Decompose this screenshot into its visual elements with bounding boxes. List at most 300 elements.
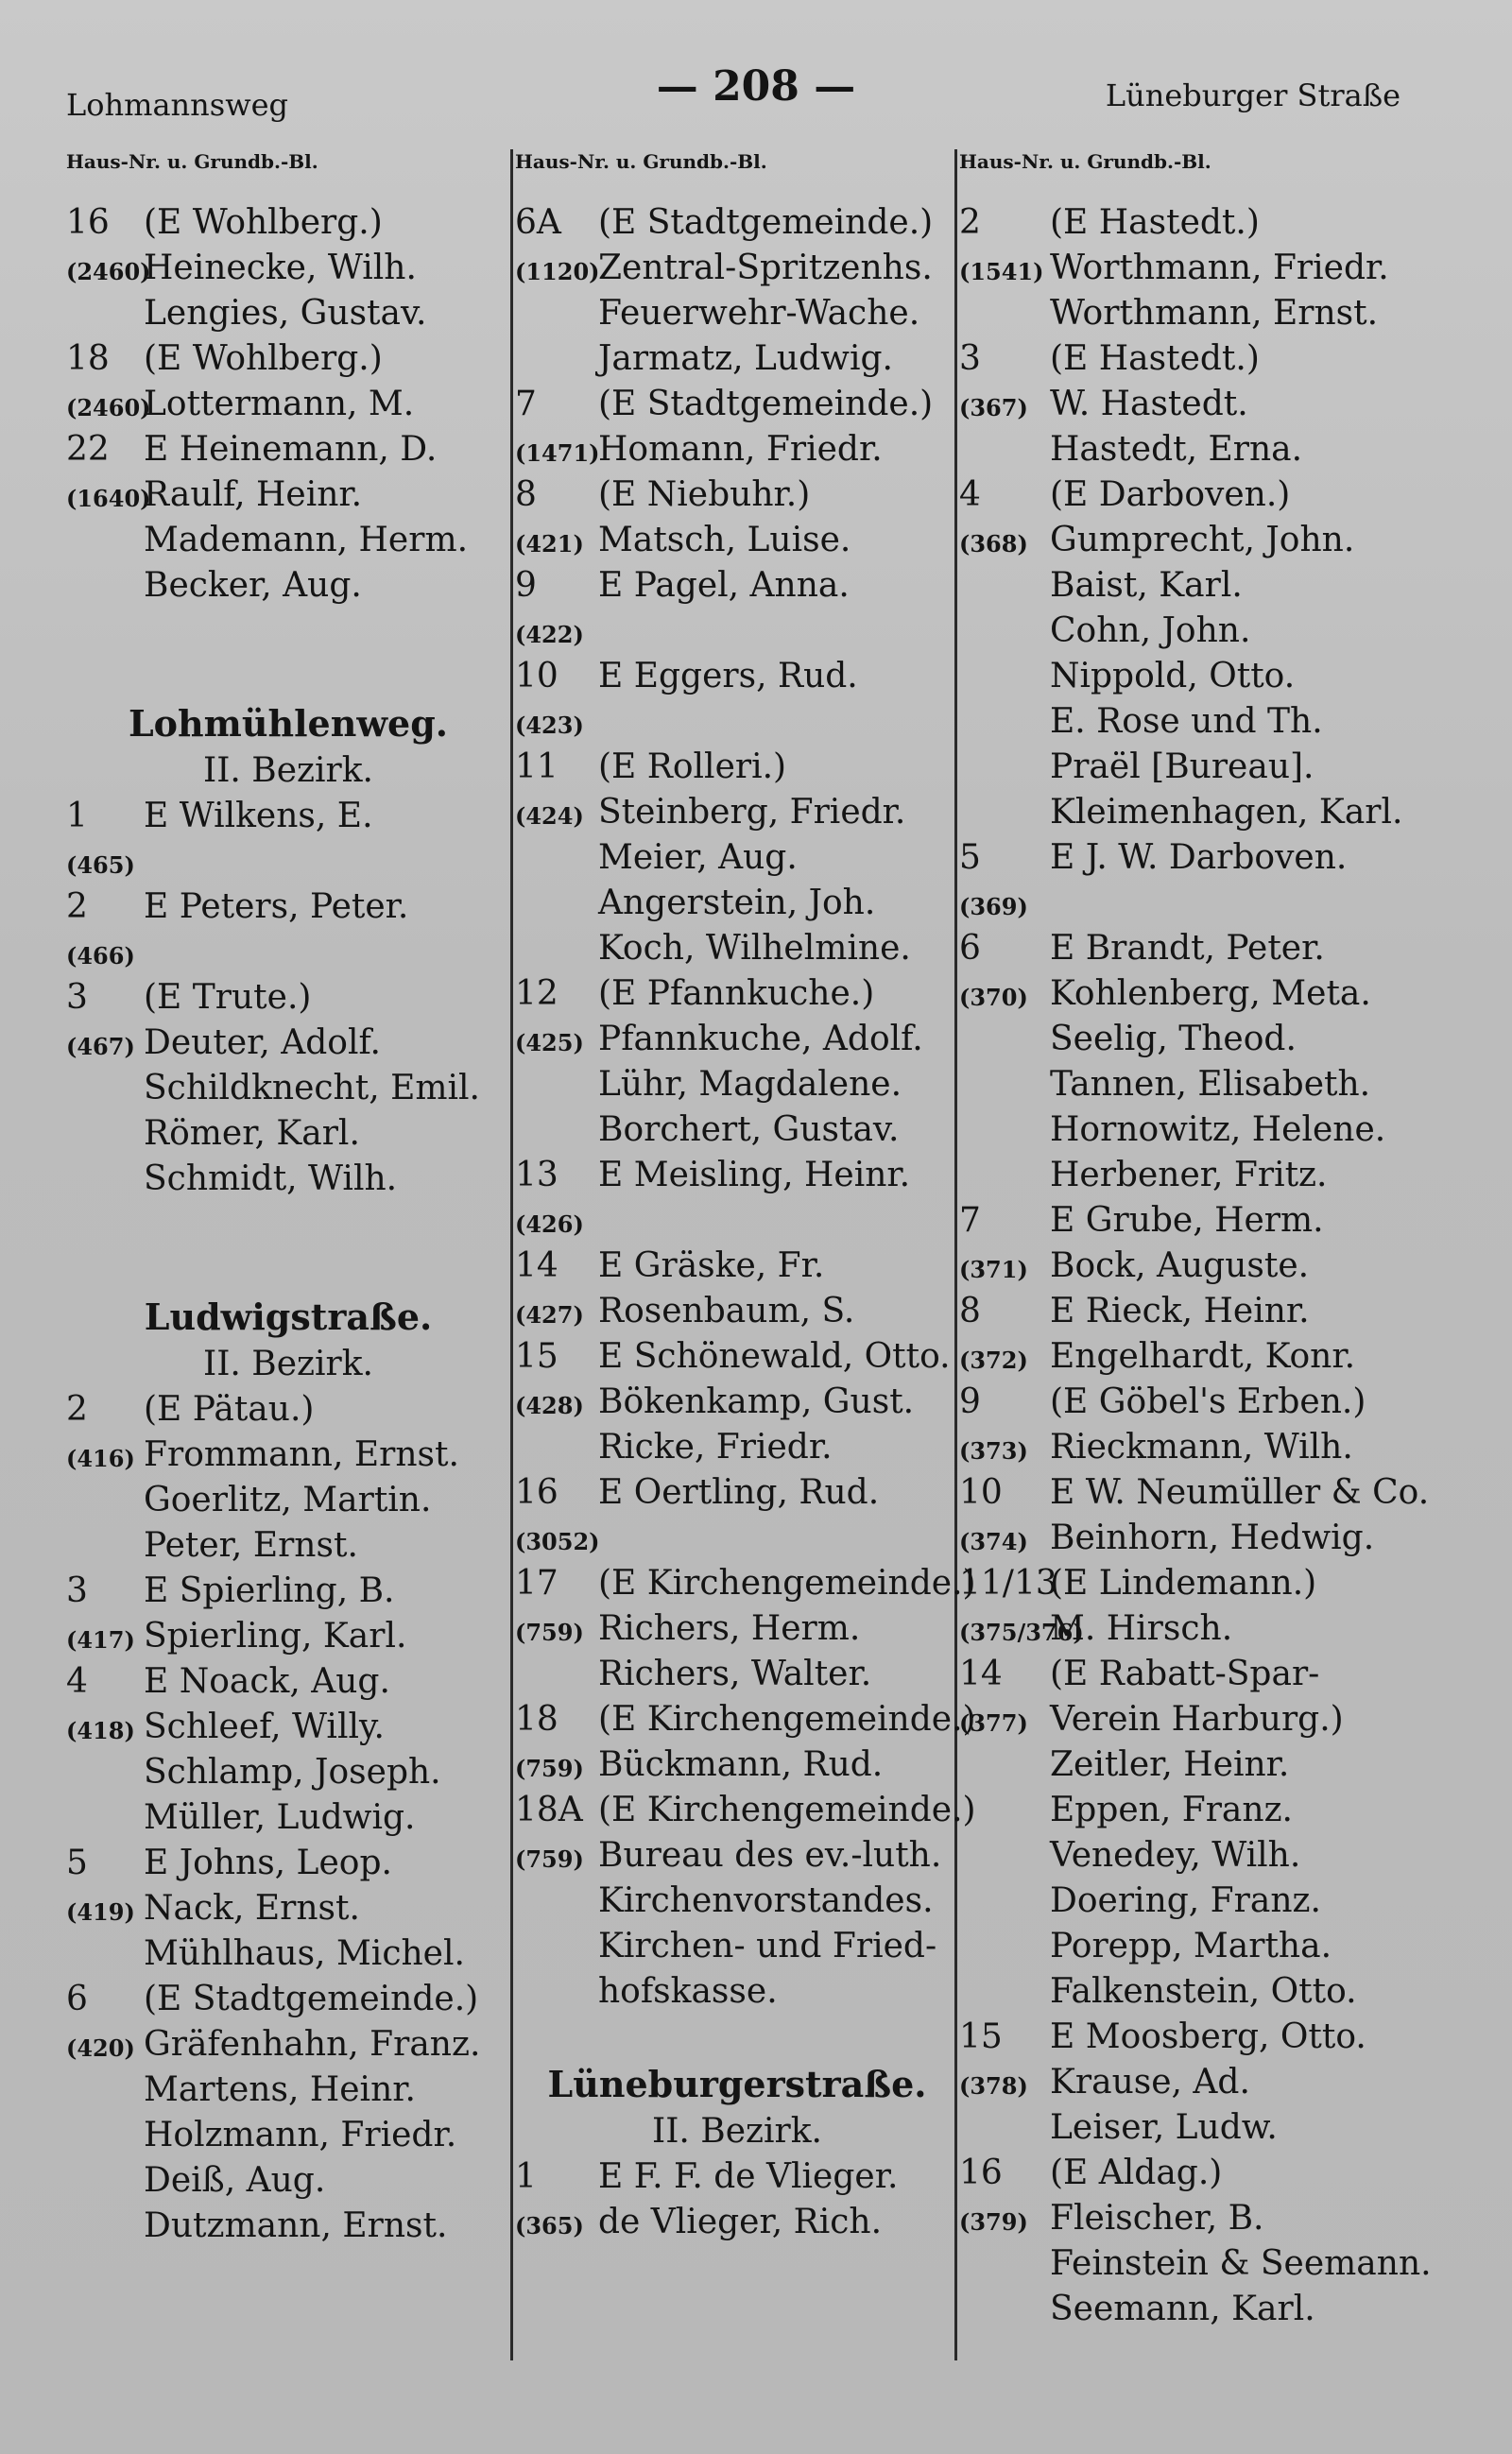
directory-entry xyxy=(66,1433,510,1478)
grundbuch-number: (379) xyxy=(959,2208,1028,2236)
directory-entry xyxy=(959,1516,1436,1561)
street-title: Lüneburgerstraße. xyxy=(547,2063,927,2105)
directory-entry xyxy=(515,1606,959,1652)
grundbuch-number: (419) xyxy=(66,1898,135,1926)
directory-entry xyxy=(66,1977,510,2022)
directory-entry xyxy=(66,518,510,563)
resident-text: E Wilkens, E. xyxy=(144,797,373,835)
directory-entry xyxy=(515,291,959,336)
directory-entry xyxy=(515,472,959,518)
resident-text: E Oertling, Rud. xyxy=(598,1473,880,1512)
resident-text: Krause, Ad. xyxy=(1050,2063,1250,2102)
directory-entry xyxy=(959,1969,1436,2015)
resident-text: (E Pfannkuche.) xyxy=(598,974,875,1013)
house-number: 10 xyxy=(515,657,558,695)
resident-text: (E Stadtgemeinde.) xyxy=(144,1980,479,2018)
resident-text: E Heinemann, D. xyxy=(144,430,438,469)
grundbuch-number: (467) xyxy=(66,1033,135,1060)
directory-entry xyxy=(959,472,1436,518)
directory-entry xyxy=(959,1244,1436,1289)
resident-text: (E Stadtgemeinde.) xyxy=(598,385,934,423)
grundbuch-number: (370) xyxy=(959,984,1028,1011)
directory-entry xyxy=(66,1750,510,1795)
resident-text: Peter, Ernst. xyxy=(144,1526,358,1565)
directory-entry xyxy=(959,336,1436,382)
directory-entry xyxy=(66,1886,510,1931)
directory-entry xyxy=(959,1833,1436,1879)
resident-text: E F. F. de Vlieger. xyxy=(598,2157,899,2196)
directory-entry xyxy=(515,1924,959,1969)
column-2 xyxy=(515,150,976,2438)
resident-text: (E Kirchengemeinde.) xyxy=(598,1564,976,1603)
resident-text: Jarmatz, Ludwig. xyxy=(598,339,893,378)
column-divider xyxy=(510,149,513,2360)
grundbuch-number: (427) xyxy=(515,1301,584,1329)
resident-text: Porepp, Martha. xyxy=(1050,1927,1332,1965)
directory-entry xyxy=(959,654,1436,699)
directory-entry xyxy=(959,971,1436,1017)
directory-entry xyxy=(515,609,959,654)
directory-entry xyxy=(515,1652,959,1697)
district-label: II. Bezirk. xyxy=(202,751,374,790)
directory-entry xyxy=(66,2204,510,2249)
directory-entry xyxy=(515,382,959,427)
resident-text: Deiß, Aug. xyxy=(144,2161,326,2200)
directory-entry xyxy=(66,1478,510,1523)
grundbuch-number: (417) xyxy=(66,1626,135,1654)
house-number: 18A xyxy=(515,1791,583,1829)
resident-text: Becker, Aug. xyxy=(144,566,362,605)
resident-text: E Pagel, Anna. xyxy=(598,566,850,605)
resident-text: Raulf, Heinr. xyxy=(144,475,363,514)
resident-text: Schleef, Willy. xyxy=(144,1708,385,1746)
directory-entry xyxy=(959,427,1436,472)
grundbuch-number: (420) xyxy=(66,2034,135,2062)
resident-text: (E Hastedt.) xyxy=(1050,203,1260,242)
directory-entry xyxy=(66,884,510,930)
grundbuch-number: (466) xyxy=(66,942,135,970)
house-number: 4 xyxy=(959,475,981,514)
directory-entry xyxy=(515,699,959,745)
resident-text: (E Trute.) xyxy=(144,978,312,1017)
resident-text: Bökenkamp, Gust. xyxy=(598,1382,915,1421)
directory-entry xyxy=(959,1697,1436,1742)
resident-text: Schlamp, Joseph. xyxy=(144,1753,441,1792)
spacer xyxy=(66,1202,510,1293)
resident-text: Bureau des ev.-luth. xyxy=(598,1836,942,1875)
house-number: 18 xyxy=(515,1700,558,1739)
resident-text: Lengies, Gustav. xyxy=(144,294,427,333)
resident-text: Martens, Heinr. xyxy=(144,2070,416,2109)
house-number: 22 xyxy=(66,430,110,469)
column-1 xyxy=(66,151,510,2438)
directory-entry xyxy=(959,835,1436,881)
directory-entry xyxy=(959,246,1436,291)
grundbuch-number: (465) xyxy=(66,851,135,879)
directory-entry xyxy=(66,1705,510,1750)
resident-text: Falkenstein, Otto. xyxy=(1050,1972,1357,2011)
resident-text: Borchert, Gustav. xyxy=(598,1110,900,1149)
spacer xyxy=(66,609,510,699)
resident-text: Cohn, John. xyxy=(1050,611,1251,650)
grundbuch-number: (423) xyxy=(515,712,584,739)
resident-text: E Rieck, Heinr. xyxy=(1050,1292,1310,1330)
directory-entry xyxy=(959,1425,1436,1470)
directory-entry xyxy=(959,563,1436,609)
resident-text: Eppen, Franz. xyxy=(1050,1791,1293,1829)
resident-text: Doering, Franz. xyxy=(1050,1881,1321,1920)
resident-text: Seemann, Karl. xyxy=(1050,2290,1315,2328)
directory-entry xyxy=(959,1652,1436,1697)
resident-text: Feuerwehr-Wache. xyxy=(598,294,920,333)
resident-text: Hastedt, Erna. xyxy=(1050,430,1303,469)
grundbuch-number: (421) xyxy=(515,530,584,558)
house-number: 16 xyxy=(959,2154,1003,2192)
resident-text: Angerstein, Joh. xyxy=(598,884,876,922)
resident-text: Herbener, Fritz. xyxy=(1050,1156,1328,1194)
resident-text: Deuter, Adolf. xyxy=(144,1023,381,1062)
directory-entry xyxy=(959,1742,1436,1788)
resident-text: Müller, Ludwig. xyxy=(144,1798,416,1837)
house-number: 6A xyxy=(515,203,561,242)
grundbuch-number: (378) xyxy=(959,2072,1028,2100)
directory-entry xyxy=(515,1289,959,1334)
resident-text: (E Hastedt.) xyxy=(1050,339,1260,378)
header-right-street: Lüneburger Straße xyxy=(1105,77,1400,113)
directory-entry xyxy=(66,839,510,884)
resident-text: Dutzmann, Ernst. xyxy=(144,2206,448,2245)
directory-entry xyxy=(959,1380,1436,1425)
house-number: 6 xyxy=(959,929,981,968)
resident-text: E J. W. Darboven. xyxy=(1050,838,1348,877)
grundbuch-number: (365) xyxy=(515,2212,584,2239)
directory-entry xyxy=(515,1198,959,1244)
resident-text: Richers, Herm. xyxy=(598,1609,861,1648)
resident-text: (E Darboven.) xyxy=(1050,475,1291,514)
grundbuch-number: (2460) xyxy=(66,394,151,421)
resident-text: (E Göbel's Erben.) xyxy=(1050,1382,1366,1421)
resident-text: de Vlieger, Rich. xyxy=(598,2203,883,2241)
resident-text: Lottermann, M. xyxy=(144,385,415,423)
house-number: 1 xyxy=(515,2157,537,2196)
directory-entry xyxy=(66,200,510,246)
resident-text: Koch, Wilhelmine. xyxy=(598,929,911,968)
resident-text: Baist, Karl. xyxy=(1050,566,1243,605)
resident-text: Nack, Ernst. xyxy=(144,1889,360,1928)
directory-entry xyxy=(515,1017,959,1062)
grundbuch-number: (375/376) xyxy=(959,1619,1084,1646)
resident-text: Pfannkuche, Adolf. xyxy=(598,1020,923,1058)
directory-entry xyxy=(66,1111,510,1157)
directory-entry xyxy=(959,745,1436,790)
resident-text: E Gräske, Fr. xyxy=(598,1246,825,1285)
directory-entry xyxy=(515,200,959,246)
directory-entry xyxy=(66,291,510,336)
directory-entry xyxy=(959,2060,1436,2105)
house-number: 5 xyxy=(66,1844,88,1882)
directory-entry xyxy=(515,1969,959,2015)
directory-entry xyxy=(66,975,510,1021)
house-number: 7 xyxy=(959,1201,981,1240)
directory-entry xyxy=(515,1244,959,1289)
resident-text: E Schönewald, Otto. xyxy=(598,1337,951,1376)
resident-text: Bock, Auguste. xyxy=(1050,1246,1310,1285)
directory-entry xyxy=(959,926,1436,971)
directory-entry xyxy=(959,1788,1436,1833)
directory-entry xyxy=(959,200,1436,246)
resident-text: Bückmann, Rud. xyxy=(598,1745,884,1784)
house-number: 2 xyxy=(66,1390,88,1429)
directory-entry xyxy=(66,472,510,518)
resident-text: Kirchenvorstandes. xyxy=(598,1881,934,1920)
resident-text: (E Pätau.) xyxy=(144,1390,315,1429)
grundbuch-number: (367) xyxy=(959,394,1028,421)
column-head: Haus-Nr. u. Grundb.-Bl. xyxy=(959,150,1211,173)
grundbuch-number: (1120) xyxy=(515,258,600,285)
resident-text: Holzmann, Friedr. xyxy=(144,2116,457,2154)
directory-entry xyxy=(959,2105,1436,2151)
house-number: 8 xyxy=(959,1292,981,1330)
grundbuch-number: (759) xyxy=(515,1619,584,1646)
house-number: 8 xyxy=(515,475,537,514)
directory-entry xyxy=(66,1841,510,1886)
directory-entry xyxy=(515,971,959,1017)
grundbuch-number: (425) xyxy=(515,1029,584,1056)
resident-text: Richers, Walter. xyxy=(598,1655,872,1693)
directory-entry xyxy=(515,1516,959,1561)
directory-entry xyxy=(959,291,1436,336)
grundbuch-number: (426) xyxy=(515,1210,584,1238)
directory-entry xyxy=(959,2196,1436,2241)
directory-entry xyxy=(515,1788,976,1833)
directory-entry xyxy=(66,1659,510,1705)
resident-text: hofskasse. xyxy=(598,1972,778,2011)
resident-text: Seelig, Theod. xyxy=(1050,1020,1297,1058)
resident-text: (E Aldag.) xyxy=(1050,2154,1223,2192)
directory-entry xyxy=(959,1879,1436,1924)
directory-entry xyxy=(66,1614,510,1659)
resident-text: Schmidt, Wilh. xyxy=(144,1159,398,1198)
spacer xyxy=(515,2015,959,2060)
resident-text: Fleischer, B. xyxy=(1050,2199,1264,2238)
directory-entry xyxy=(515,518,959,563)
house-number: 7 xyxy=(515,385,537,423)
directory-entry xyxy=(66,1387,510,1433)
house-number: 13 xyxy=(515,1156,558,1194)
directory-entry xyxy=(515,1561,976,1606)
directory-entry xyxy=(515,881,959,926)
resident-text: E Brandt, Peter. xyxy=(1050,929,1325,968)
house-number: 5 xyxy=(959,838,981,877)
directory-entry xyxy=(515,835,959,881)
resident-text: E. Rose und Th. xyxy=(1050,702,1323,741)
resident-text: Kleimenhagen, Karl. xyxy=(1050,793,1403,832)
house-number: 3 xyxy=(66,1571,88,1610)
directory-entry xyxy=(515,790,959,835)
resident-text: Kohlenberg, Meta. xyxy=(1050,974,1371,1013)
house-number: 3 xyxy=(66,978,88,1017)
grundbuch-number: (1471) xyxy=(515,439,600,467)
district-label: II. Bezirk. xyxy=(651,2112,823,2151)
directory-entry xyxy=(66,1569,510,1614)
directory-entry xyxy=(515,1697,976,1742)
resident-text: Heinecke, Wilh. xyxy=(144,249,417,287)
resident-text: Matsch, Luise. xyxy=(598,521,851,559)
directory-entry xyxy=(959,2015,1436,2060)
house-number: 15 xyxy=(515,1337,558,1376)
grundbuch-number: (2460) xyxy=(66,258,151,285)
resident-text: W. Hastedt. xyxy=(1050,385,1248,423)
directory-entry xyxy=(959,609,1436,654)
grundbuch-number: (372) xyxy=(959,1347,1028,1374)
grundbuch-number: (418) xyxy=(66,1717,135,1744)
house-number: 2 xyxy=(66,887,88,926)
resident-text: (E Niebuhr.) xyxy=(598,475,811,514)
resident-text: (E Rabatt-Spar- xyxy=(1050,1655,1320,1693)
directory-entry xyxy=(515,336,959,382)
directory-entry xyxy=(959,1606,1436,1652)
directory-entry xyxy=(959,2241,1436,2287)
resident-text: E Meisling, Heinr. xyxy=(598,1156,911,1194)
resident-text: (E Lindemann.) xyxy=(1050,1564,1317,1603)
resident-text: E Noack, Aug. xyxy=(144,1662,390,1701)
street-title: Ludwigstraße. xyxy=(144,1296,433,1338)
directory-entry xyxy=(959,1289,1436,1334)
directory-entry xyxy=(959,790,1436,835)
resident-text: Verein Harburg.) xyxy=(1050,1700,1344,1739)
grundbuch-number: (377) xyxy=(959,1709,1028,1737)
directory-entry xyxy=(66,246,510,291)
directory-entry xyxy=(66,1157,510,1202)
resident-text: (E Wohlberg.) xyxy=(144,203,383,242)
resident-text: (E Wohlberg.) xyxy=(144,339,383,378)
directory-entry xyxy=(515,926,959,971)
resident-text: Steinberg, Friedr. xyxy=(598,793,906,832)
resident-text: Beinhorn, Hedwig. xyxy=(1050,1519,1375,1557)
resident-text: Spierling, Karl. xyxy=(144,1617,407,1656)
resident-text: Homann, Friedr. xyxy=(598,430,883,469)
directory-entry xyxy=(66,2068,510,2113)
directory-entry xyxy=(515,2154,959,2200)
directory-entry xyxy=(959,2287,1436,2332)
house-number: 12 xyxy=(515,974,558,1013)
resident-text: Nippold, Otto. xyxy=(1050,657,1296,695)
resident-text: E Spierling, B. xyxy=(144,1571,395,1610)
directory-entry xyxy=(66,1523,510,1569)
directory-entry xyxy=(959,518,1436,563)
directory-entry xyxy=(66,1795,510,1841)
grundbuch-number: (3052) xyxy=(515,1528,600,1555)
directory-entry xyxy=(959,1107,1436,1153)
resident-text: Meier, Aug. xyxy=(598,838,798,877)
header-left-street: Lohmannsweg xyxy=(66,87,288,123)
resident-text: E Johns, Leop. xyxy=(144,1844,392,1882)
directory-entry xyxy=(515,1153,959,1198)
resident-text: E Grube, Herm. xyxy=(1050,1201,1324,1240)
district-label: II. Bezirk. xyxy=(202,1345,374,1383)
house-number: 15 xyxy=(959,2017,1003,2056)
directory-entry xyxy=(515,1742,959,1788)
directory-entry xyxy=(959,1470,1436,1516)
grundbuch-number: (368) xyxy=(959,530,1028,558)
directory-entry xyxy=(959,1153,1436,1198)
directory-entry xyxy=(66,1931,510,1977)
resident-text: Leiser, Ludw. xyxy=(1050,2108,1278,2147)
house-number: 3 xyxy=(959,339,981,378)
grundbuch-number: (373) xyxy=(959,1437,1028,1465)
directory-entry xyxy=(66,427,510,472)
resident-text: E W. Neumüller & Co. xyxy=(1050,1473,1430,1512)
directory-entry xyxy=(66,2022,510,2068)
column-head: Haus-Nr. u. Grundb.-Bl. xyxy=(66,150,318,173)
directory-entry xyxy=(66,1021,510,1066)
house-number: 14 xyxy=(515,1246,558,1285)
grundbuch-number: (1640) xyxy=(66,485,151,512)
directory-entry xyxy=(66,2113,510,2158)
resident-text: Frommann, Ernst. xyxy=(144,1435,459,1474)
grundbuch-number: (422) xyxy=(515,621,584,648)
resident-text: M. Hirsch. xyxy=(1050,1609,1233,1648)
column-head: Haus-Nr. u. Grundb.-Bl. xyxy=(515,150,767,173)
directory-entry xyxy=(515,1107,959,1153)
directory-entry xyxy=(515,654,959,699)
resident-text: (E Kirchengemeinde.) xyxy=(598,1700,976,1739)
resident-text: Tannen, Elisabeth. xyxy=(1050,1065,1371,1104)
resident-text: Engelhardt, Konr. xyxy=(1050,1337,1356,1376)
resident-text: Rosenbaum, S. xyxy=(598,1292,855,1330)
resident-text: Ricke, Friedr. xyxy=(598,1428,833,1467)
resident-text: Gumprecht, John. xyxy=(1050,521,1355,559)
directory-entry xyxy=(959,1924,1436,1969)
grundbuch-number: (424) xyxy=(515,802,584,830)
directory-entry xyxy=(515,563,959,609)
directory-entry xyxy=(66,2158,510,2204)
directory-entry xyxy=(66,794,510,839)
house-number: 9 xyxy=(959,1382,981,1421)
directory-entry xyxy=(959,1198,1436,1244)
directory-entry xyxy=(515,427,959,472)
resident-text: Rieckmann, Wilh. xyxy=(1050,1428,1353,1467)
directory-entry xyxy=(959,382,1436,427)
directory-entry xyxy=(959,1062,1436,1107)
running-head xyxy=(0,59,1512,123)
directory-entry xyxy=(66,382,510,427)
resident-text: Kirchen- und Fried- xyxy=(598,1927,937,1965)
resident-text: E Eggers, Rud. xyxy=(598,657,858,695)
house-number: 11 xyxy=(515,747,558,786)
directory-entry xyxy=(515,2200,959,2245)
grundbuch-number: (416) xyxy=(66,1445,135,1472)
house-number: 6 xyxy=(66,1980,88,2018)
house-number: 14 xyxy=(959,1655,1003,1693)
resident-text: (E Rolleri.) xyxy=(598,747,787,786)
directory-entry xyxy=(66,336,510,382)
directory-entry xyxy=(959,881,1436,926)
directory-entry xyxy=(515,1879,959,1924)
directory-entry xyxy=(515,1334,959,1380)
directory-entry xyxy=(515,1833,959,1879)
directory-entry xyxy=(66,930,510,975)
directory-entry xyxy=(959,1561,1436,1606)
directory-entry xyxy=(515,1380,959,1425)
directory-entry xyxy=(515,246,959,291)
directory-entry xyxy=(515,1470,959,1516)
house-number: 16 xyxy=(66,203,110,242)
resident-text: Feinstein & Seemann. xyxy=(1050,2244,1432,2283)
resident-text: E Moosberg, Otto. xyxy=(1050,2017,1366,2056)
resident-text: (E Kirchengemeinde.) xyxy=(598,1791,976,1829)
directory-entry xyxy=(959,1334,1436,1380)
